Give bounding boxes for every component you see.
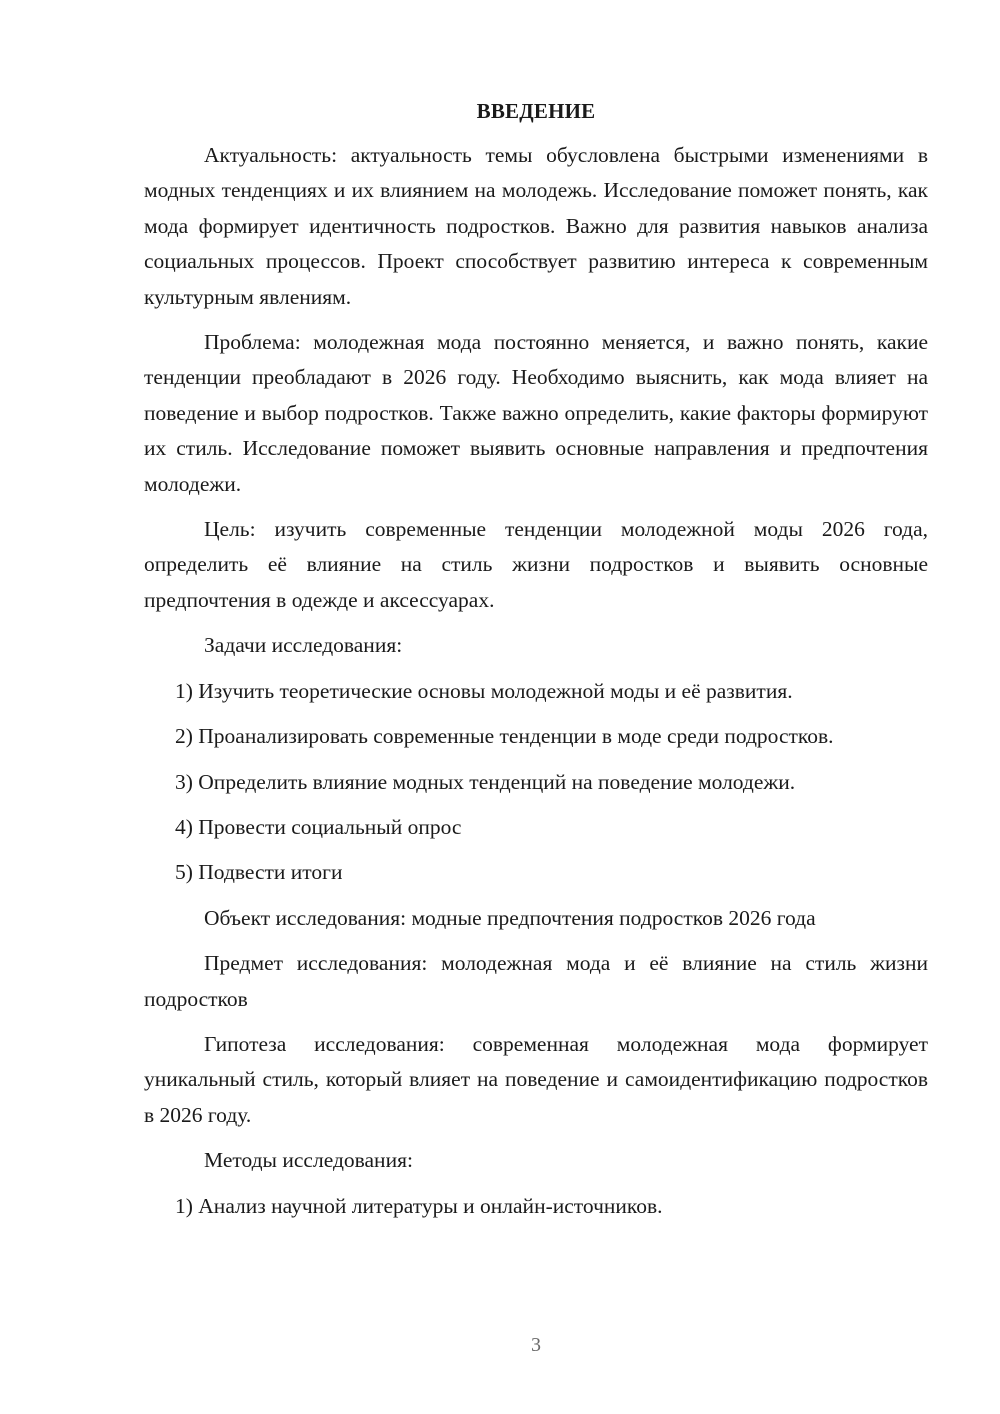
task-item: 2) Проанализировать современные тенденции в моде среди подростков.: [175, 724, 834, 749]
task-item: 3) Определить влияние модных тенденций на поведение молодежи.: [175, 769, 796, 794]
subject-paragraph: Предмет исследования: молодежная мода и её влияние на стиль жизни подростков: [144, 951, 928, 1011]
hypothesis-paragraph: Гипотеза исследования: современная молодежная мода формирует уникальный стиль, который влияет на поведение и самоидентификацию подростков в 2026 году.: [144, 1031, 928, 1127]
page-title: ВВЕДЕНИЕ: [476, 99, 596, 123]
problem-paragraph: Проблема: молодежная мода постоянно меняется, и важно понять, какие тенденции преобладают в 2026 году. Необходимо выяснить, как мода влияет на поведение и выбор подростков. Также важно определить, какие факторы формируют их стиль. Исследование поможет выявить основные направления и предпочтения молодежи.: [144, 330, 928, 496]
methods-heading: Методы исследования:: [204, 1148, 413, 1173]
tasks-heading: Задачи исследования:: [204, 633, 403, 658]
relevance-paragraph: Актуальность: актуальность темы обусловлена быстрыми изменениями в модных тенденциях и их влиянием на молодежь. Исследование поможет понять, как мода формирует идентичность подростков. Важно для развития навыков анализа социальных процессов. Проект способствует развитию интереса к современным культурным явлениям.: [144, 143, 928, 309]
task-item: 5) Подвести итоги: [175, 860, 343, 885]
method-item: 1) Анализ научной литературы и онлайн-источников.: [175, 1193, 663, 1218]
page-content: [144, 96, 928, 1224]
task-item: 1) Изучить теоретические основы молодежной моды и её развития.: [175, 678, 793, 703]
goal-paragraph: Цель: изучить современные тенденции молодежной моды 2026 года, определить её влияние на стиль жизни подростков и выявить основные предпочтения в одежде и аксессуарах.: [144, 517, 928, 612]
object-paragraph: Объект исследования: модные предпочтения подростков 2026 года: [204, 905, 816, 930]
task-item: 4) Провести социальный опрос: [175, 814, 462, 839]
page-number: 3: [531, 1334, 541, 1356]
